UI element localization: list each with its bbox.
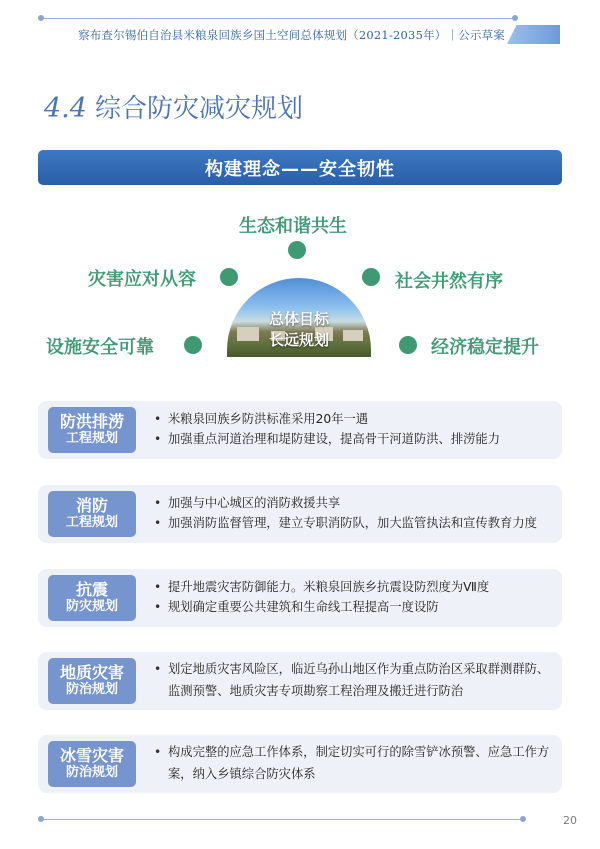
card-flood-control bbox=[38, 401, 562, 459]
goal-lower-right-dot bbox=[399, 336, 417, 354]
goal-lower-left-label: 设施安全可靠 bbox=[46, 337, 154, 358]
list-item: • 提升地震灾害防御能力。米粮泉回族乡抗震设防烈度为Ⅶ度 bbox=[152, 577, 554, 597]
center-landscape-image bbox=[227, 278, 371, 357]
list-item: • 米粮泉回族乡防洪标准采用20年一遇 bbox=[152, 409, 554, 429]
header-tab-decoration bbox=[507, 25, 560, 44]
card-item-list bbox=[152, 409, 554, 449]
card-label-sub: 防治规划 bbox=[65, 764, 118, 780]
card-label-sub: 工程规划 bbox=[65, 430, 118, 446]
card-label-sub: 防灾规划 bbox=[65, 598, 118, 614]
header-rule-dot-right bbox=[512, 15, 518, 21]
card-label-sub: 防治规划 bbox=[65, 681, 118, 697]
card-label bbox=[48, 491, 136, 537]
goal-lower-left-dot bbox=[184, 336, 202, 354]
goal-upper-right-label: 社会井然有序 bbox=[395, 271, 503, 292]
document-header-title: 察布查尔锡伯自治县米粮泉回族乡国土空间总体规划（2021-2035年）｜公示草案 bbox=[78, 28, 505, 42]
card-geological-hazard bbox=[38, 652, 562, 710]
card-label bbox=[48, 575, 136, 621]
card-fire-protection bbox=[38, 485, 562, 543]
card-earthquake bbox=[38, 569, 562, 627]
header-rule bbox=[40, 18, 516, 19]
goal-lower-right-label: 经济稳定提升 bbox=[431, 337, 539, 358]
card-item-list bbox=[152, 577, 554, 617]
card-label-main: 抗震 bbox=[75, 580, 108, 600]
goal-upper-right-dot bbox=[362, 268, 380, 286]
card-item-list bbox=[152, 493, 554, 533]
card-label bbox=[48, 741, 136, 787]
goal-top-label: 生态和谐共生 bbox=[239, 216, 347, 237]
concept-banner bbox=[38, 150, 562, 185]
section-number: 4.4 bbox=[44, 93, 87, 124]
card-label-main: 地质灾害 bbox=[59, 663, 124, 683]
footer-rule-dot-right bbox=[520, 816, 526, 822]
card-label-main: 防洪排涝 bbox=[59, 412, 124, 432]
card-label bbox=[48, 407, 136, 453]
card-label-sub: 工程规划 bbox=[65, 514, 118, 530]
card-item-list bbox=[152, 658, 554, 702]
card-label-main: 消防 bbox=[75, 496, 108, 516]
card-item-list bbox=[152, 741, 554, 785]
card-label-main: 冰雪灾害 bbox=[59, 746, 124, 766]
list-item: • 规划确定重要公共建筑和生命线工程提高一度设防 bbox=[152, 597, 554, 617]
footer-rule bbox=[40, 819, 524, 820]
card-label bbox=[48, 658, 136, 704]
list-item: • 构成完整的应急工作体系，制定切实可行的除雪铲冰预警、应急工作方案，纳入乡镇综合防灾体系 bbox=[152, 741, 554, 785]
goal-upper-left-label: 灾害应对从容 bbox=[88, 269, 196, 290]
goal-top-dot bbox=[288, 241, 306, 259]
concept-banner-text: 构建理念——安全韧性 bbox=[205, 158, 395, 180]
section-title: 综合防灾减灾规划 bbox=[94, 94, 303, 124]
list-item: • 加强与中心城区的消防救援共享 bbox=[152, 493, 554, 513]
section-heading bbox=[44, 88, 303, 125]
card-snow-ice-hazard bbox=[38, 735, 562, 793]
footer-rule-dot-left bbox=[38, 816, 44, 822]
center-text-line2: 长远规划 bbox=[268, 331, 329, 349]
page-number: 20 bbox=[563, 814, 577, 827]
header-rule-dot-left bbox=[38, 15, 44, 21]
list-item: • 加强消防监督管理，建立专职消防队，加大监管执法和宣传教育力度 bbox=[152, 513, 554, 533]
center-text-line1: 总体目标 bbox=[268, 310, 329, 328]
goal-upper-left-dot bbox=[220, 268, 238, 286]
list-item: • 划定地质灾害风险区，临近乌孙山地区作为重点防治区采取群测群防、监测预警、地质灾害专项勘察工程治理及搬迁进行防治 bbox=[152, 658, 554, 702]
list-item: • 加强重点河道治理和堤防建设，提高骨干河道防洪、排涝能力 bbox=[152, 429, 554, 449]
